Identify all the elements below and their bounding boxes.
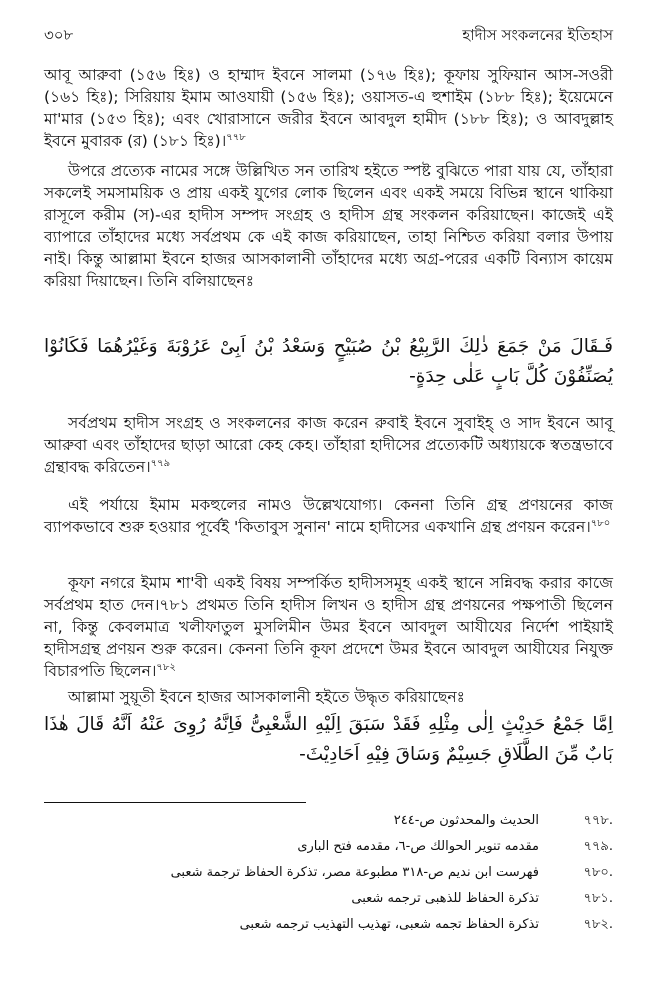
paragraph-1 bbox=[44, 64, 613, 152]
paragraph-2 bbox=[44, 160, 613, 292]
footnote-ref: ৭৮২ bbox=[156, 661, 176, 673]
footnote-number: ৭৮০. bbox=[583, 865, 613, 880]
paragraph-text: কূফা নগরে ইমাম শা'বী একই বিষয় সম্পর্কিত হাদীসসমূহ একই স্থানে সন্নিবদ্ধ করার কাজে সর্বপ্রথম হাত দেন।৭৮১ প্রথমত তিনি হাদীস লিখন ও হাদীস গ্রন্থ প্রণয়নের পক্ষপাতী ছিলেন না, কিন্তু কেবলমাত্র খলীফাতুল মুসলিমীন উমর ইবনে আবদুল আযীযের নির্দেশ পাইয়াই হাদীসগ্রন্থ প্রণয়ন শুরু করেন। কেননা তিনি কূফা প্রদেশে উমর ইবনে আবদুল আযীযের নিযুক্ত বিচারপতি ছিলেন। bbox=[44, 574, 613, 680]
running-title: হাদীস সংকলনের ইতিহাস bbox=[462, 26, 613, 44]
footnote-ref: ৭৭৯ bbox=[150, 457, 171, 469]
footnote-1 bbox=[50, 808, 613, 834]
paragraph-6 bbox=[44, 686, 613, 708]
footnote-5 bbox=[50, 912, 613, 938]
page-header bbox=[44, 24, 613, 46]
page-number: ৩০৮ bbox=[44, 26, 74, 44]
footnote-number: ৭৮২. bbox=[583, 917, 613, 932]
paragraph-text: আবূ আরুবা (১৫৬ হিঃ) ও হাম্মাদ ইবনে সালমা (১৭৬ হিঃ); কূফায় সুফিয়ান আস-সওরী (১৬১ হিঃ); সিরিয়ায় ইমাম আওযায়ী (১৫৬ হিঃ); ওয়াসত-এ হুশাইম (১৮৮ হিঃ); ইয়েমেনে মা'মার (১৫৩ হিঃ); এবং খোরাসানে জরীর ইবনে আবদুল হামীদ (১৮৮ হিঃ); ও আবদুল্লাহ ইবনে মুবারক (র) (১৮১ হিঃ)। bbox=[44, 66, 613, 150]
paragraph-4 bbox=[44, 494, 613, 538]
paragraph-text: সর্বপ্রথম হাদীস সংগ্রহ ও সংকলনের কাজ করেন রুবাই ইবনে সুবাইহ্ ও সাদ ইবনে আবূ আরুবা এবং তাঁহাদের ছাড়া আরো কেহ কেহ। তাঁহারা হাদীসের প্রত্যেকটি অধ্যায়কে স্বতন্ত্রভাবে গ্রন্থাবদ্ধ করিতেন। bbox=[44, 414, 613, 476]
footnote-text: الحديث والمحدثون ص-٢٤٤ bbox=[393, 813, 539, 828]
footnote-number: ৭৮১. bbox=[583, 891, 613, 906]
paragraph-text: এই পর্যায়ে ইমাম মকহুলের নামও উল্লেখযোগ্য। কেননা তিনি গ্রন্থ প্রণয়নের কাজ ব্যাপকভাবে শুরু হওয়ার পূর্বেই 'কিতাবুস সুনান' নামে হাদীসের একখানি গ্রন্থ প্রণয়ন করেন। bbox=[44, 496, 613, 536]
footnote-ref: ৭৭৮ bbox=[226, 131, 246, 143]
footnote-divider bbox=[44, 802, 306, 803]
footnote-ref: ৭৮০ bbox=[590, 517, 611, 529]
footnote-2 bbox=[50, 834, 613, 860]
footnote-text: مقدمه تنوير الحوالك ص-٦، مقدمه فتح البارى bbox=[297, 839, 539, 854]
arabic-quote-1: فَـقَالَ مَنْ جَمَعَ ذٰلِكَ الرَّبِيْعُ بْنُ صُبَيْحٍ وَسَعْدُ بْنُ اَبِىْ عَرُوْبَةَ وَغَيْرُهُمَا فَكَانُوْا يُصَنِّفُوْنَ كُلَّ بَابٍ عَلٰى حِدَةٍ- bbox=[44, 336, 613, 387]
footnote-text: فهرست ابن نديم ص-٣١٨ مطبوعة مصر، تذكرة الحفاظ ترجمة شعبى bbox=[170, 865, 539, 880]
footnote-text: تذكرة الحفاظ للذهبى ترجمه شعبى bbox=[351, 891, 539, 906]
footnote-number: ৭৭৯. bbox=[583, 839, 613, 854]
paragraph-text: উপরে প্রত্যেক নামের সঙ্গে উল্লিখিত সন তারিখ হইতে স্পষ্ট বুঝিতে পারা যায় যে, তাঁহারা সকলেই সমসাময়িক ও প্রায় একই যুগের লোক ছিলেন এবং একই সময়ে বিভিন্ন স্থানে থাকিয়া রাসূলে করীম (স)-এর হাদীস সম্পদ সংগ্রহ ও হাদীস গ্রন্থ সংকলন করিয়াছেন। কাজেই এই ব্যাপারে তাঁহাদের মধ্যে সর্বপ্রথম কে এই কাজ করিয়াছেন, তাহা নিশ্চিত করিয়া বলার উপায় নাই। কিন্তু আল্লামা ইবনে হাজর আসকালানী তাঁহাদের মধ্যে অগ্র-পরের একটি বিন্যাস কায়েম করিয়া দিয়াছেন। তিনি বলিয়াছেনঃ bbox=[44, 162, 613, 290]
paragraph-3 bbox=[44, 412, 613, 478]
footnote-3 bbox=[50, 860, 613, 886]
footnote-text: تذكرة الحفاظ تجمه شعبى، تهذيب التهذيب ترجمه شعبى bbox=[239, 917, 539, 932]
footnote-4 bbox=[50, 886, 613, 912]
paragraph-text: আল্লামা সুয়ূতী ইবনে হাজর আসকালানী হইতে উদ্ধৃত করিয়াছেনঃ bbox=[68, 688, 465, 706]
arabic-quote-2: اِمَّا جَمْعُ حَدِيْثٍ اِلٰى مِثْلِهِ فَقَدْ سَبَقَ اِلَيْهِ الشَّعْبِىُّ فَاِنَّهُ رُوِىَ عَنْهُ اَنَّهُ قَالَ هٰذَا بَابٌ مِّنَ الطَّلَاقِ جَسِيْمٌ وَسَاقَ فِيْهِ اَحَادِيْثَ- bbox=[44, 714, 613, 765]
paragraph-5 bbox=[44, 572, 613, 682]
footnote-number: ৭৭৮. bbox=[583, 813, 613, 828]
